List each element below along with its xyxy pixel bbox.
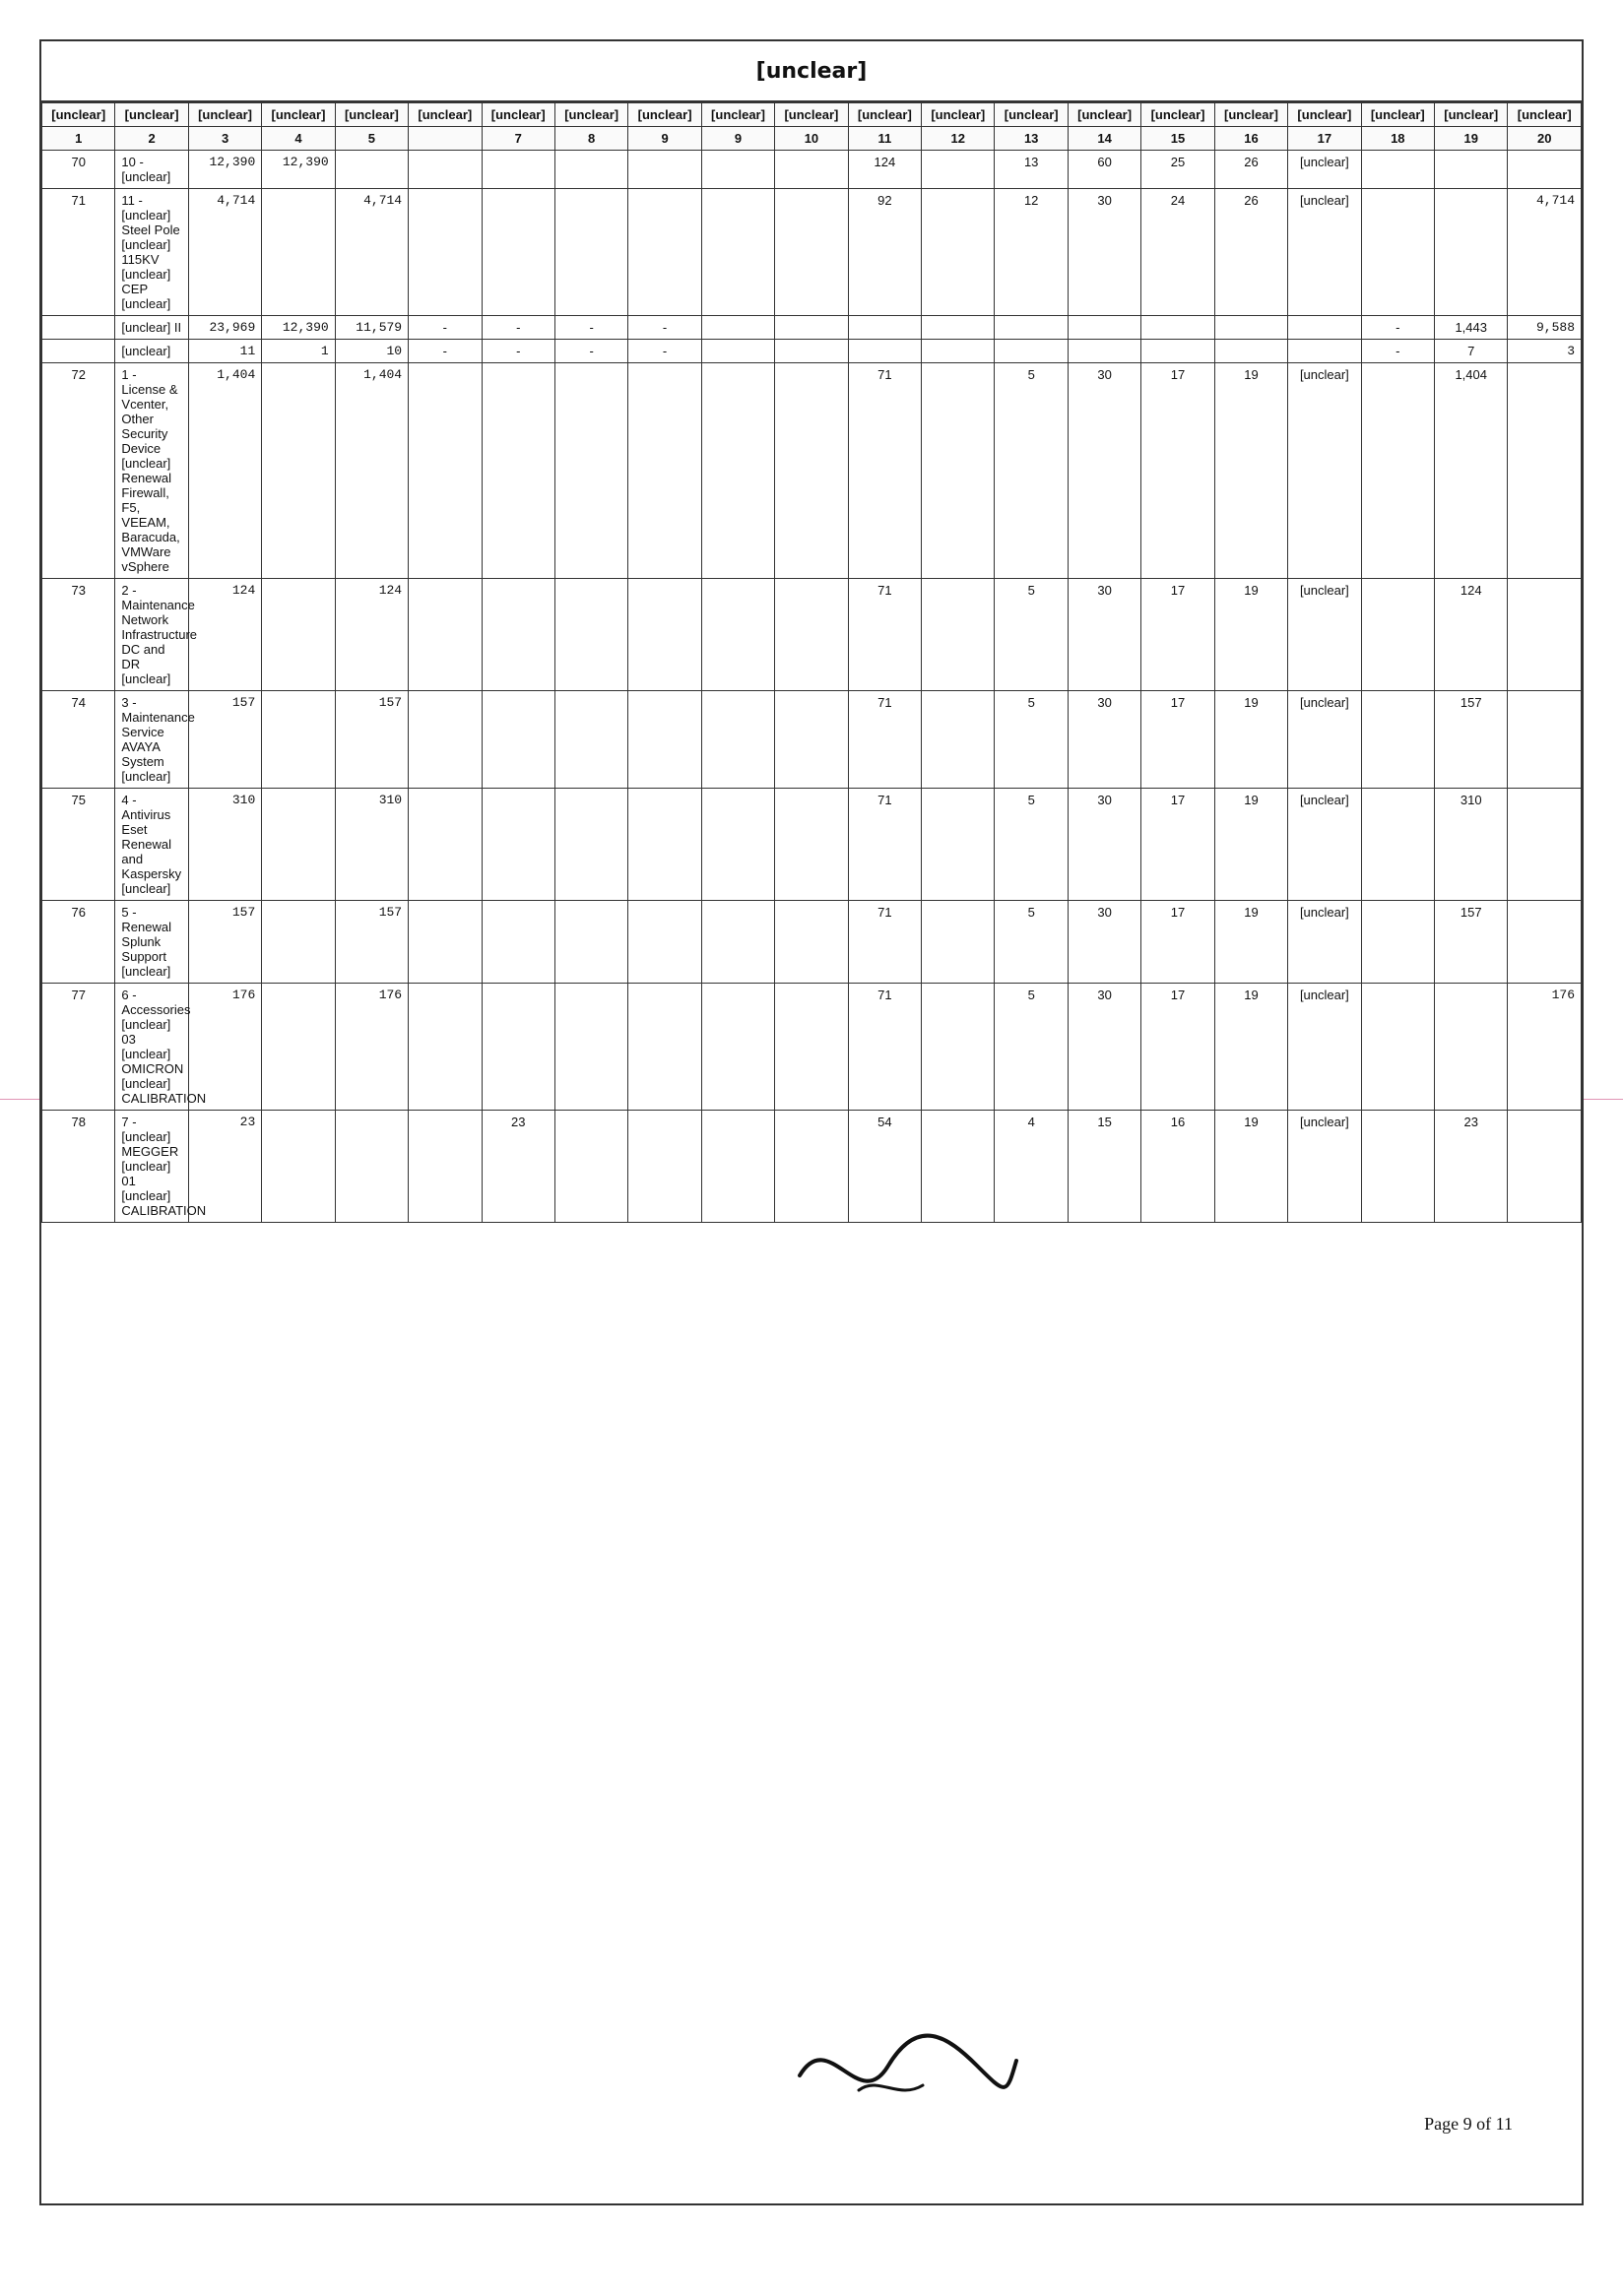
cell: [unclear] xyxy=(1288,789,1361,901)
cell: 6 - Accessories [unclear] 03 [unclear] OMICRON [unclear] CALIBRATION xyxy=(115,984,188,1111)
cell: 23,969 xyxy=(188,316,261,340)
cell: 176 xyxy=(335,984,408,1111)
cell: 157 xyxy=(1435,901,1508,984)
cell: 24 xyxy=(1141,189,1214,316)
cell: 5 xyxy=(995,691,1068,789)
cell: 124 xyxy=(848,151,921,189)
cell: 19 xyxy=(1214,691,1287,789)
cell xyxy=(922,789,995,901)
cell: 15 xyxy=(1068,1111,1140,1223)
cell: - xyxy=(628,340,701,363)
cell xyxy=(701,579,774,691)
col-3: [unclear] xyxy=(188,103,261,127)
cell: 26 xyxy=(1214,151,1287,189)
cell: 19 xyxy=(1214,984,1287,1111)
cell xyxy=(554,189,627,316)
cell: 30 xyxy=(1068,789,1140,901)
col-1: [unclear] xyxy=(42,103,115,127)
col-21: [unclear] xyxy=(1508,103,1582,127)
cell xyxy=(922,901,995,984)
cell xyxy=(775,363,848,579)
cell xyxy=(1435,189,1508,316)
cell: [unclear] xyxy=(1288,691,1361,789)
num-12: 11 xyxy=(848,127,921,151)
table-row xyxy=(42,151,1582,189)
cell: - xyxy=(482,340,554,363)
cell xyxy=(922,316,995,340)
cell xyxy=(482,189,554,316)
num-3: 3 xyxy=(188,127,261,151)
table-head xyxy=(42,103,1582,151)
cell xyxy=(482,984,554,1111)
num-17: 16 xyxy=(1214,127,1287,151)
cell xyxy=(262,579,335,691)
num-13: 12 xyxy=(922,127,995,151)
cell: 16 xyxy=(1141,1111,1214,1223)
cell xyxy=(922,363,995,579)
cell: 13 xyxy=(995,151,1068,189)
num-15: 14 xyxy=(1068,127,1140,151)
cell xyxy=(775,151,848,189)
col-18: [unclear] xyxy=(1288,103,1361,127)
cell: 4,714 xyxy=(335,189,408,316)
table-row xyxy=(42,691,1582,789)
col-14: [unclear] xyxy=(995,103,1068,127)
cell xyxy=(1508,151,1582,189)
cell xyxy=(775,340,848,363)
col-19: [unclear] xyxy=(1361,103,1434,127)
cell: [unclear] xyxy=(1288,189,1361,316)
cell xyxy=(1508,1111,1582,1223)
cell: 4,714 xyxy=(1508,189,1582,316)
table-row xyxy=(42,901,1582,984)
cell: 19 xyxy=(1214,789,1287,901)
num-16: 15 xyxy=(1141,127,1214,151)
cell xyxy=(409,151,482,189)
cell xyxy=(1361,789,1434,901)
cell xyxy=(922,579,995,691)
cell: 1,404 xyxy=(1435,363,1508,579)
cell xyxy=(1361,363,1434,579)
cell xyxy=(701,340,774,363)
cell: 310 xyxy=(1435,789,1508,901)
cell: 19 xyxy=(1214,363,1287,579)
cell: 30 xyxy=(1068,189,1140,316)
cell xyxy=(775,901,848,984)
cell: 1,443 xyxy=(1435,316,1508,340)
cell xyxy=(848,340,921,363)
cell: 5 xyxy=(995,789,1068,901)
col-16: [unclear] xyxy=(1141,103,1214,127)
cell xyxy=(628,901,701,984)
cell xyxy=(701,984,774,1111)
cell xyxy=(775,1111,848,1223)
cell: 17 xyxy=(1141,363,1214,579)
cell: 11 - [unclear] Steel Pole [unclear] 115KV [unclear] CEP [unclear] xyxy=(115,189,188,316)
cell: - xyxy=(628,316,701,340)
cell: - xyxy=(554,316,627,340)
cell: 4,714 xyxy=(188,189,261,316)
cell: - xyxy=(409,316,482,340)
cell xyxy=(554,1111,627,1223)
cell: 124 xyxy=(188,579,261,691)
table-row xyxy=(42,189,1582,316)
cell xyxy=(922,340,995,363)
cell xyxy=(554,151,627,189)
cell: 124 xyxy=(335,579,408,691)
num-10: 9 xyxy=(701,127,774,151)
col-11: [unclear] xyxy=(775,103,848,127)
table-row xyxy=(42,579,1582,691)
num-6 xyxy=(409,127,482,151)
col-5: [unclear] xyxy=(335,103,408,127)
cell xyxy=(1141,340,1214,363)
cell xyxy=(262,984,335,1111)
cell xyxy=(1288,340,1361,363)
cell: 60 xyxy=(1068,151,1140,189)
cell xyxy=(42,316,115,340)
cell: 19 xyxy=(1214,901,1287,984)
num-20: 19 xyxy=(1435,127,1508,151)
col-10: [unclear] xyxy=(701,103,774,127)
table-row xyxy=(42,1111,1582,1223)
table-row xyxy=(42,789,1582,901)
cell: 17 xyxy=(1141,579,1214,691)
cell xyxy=(922,691,995,789)
num-5: 5 xyxy=(335,127,408,151)
col-4: [unclear] xyxy=(262,103,335,127)
document-title: [unclear] xyxy=(41,41,1582,102)
cell xyxy=(262,1111,335,1223)
cell xyxy=(701,901,774,984)
cell xyxy=(262,901,335,984)
cell xyxy=(554,901,627,984)
cell: 71 xyxy=(848,579,921,691)
cell xyxy=(409,579,482,691)
cell: 23 xyxy=(1435,1111,1508,1223)
cell xyxy=(628,1111,701,1223)
cell: 19 xyxy=(1214,579,1287,691)
cell: 2 - Maintenance Network Infrastructure DC and DR [unclear] xyxy=(115,579,188,691)
cell: 75 xyxy=(42,789,115,901)
cell: 71 xyxy=(42,189,115,316)
col-9: [unclear] xyxy=(628,103,701,127)
cell xyxy=(409,363,482,579)
cell: 12,390 xyxy=(262,151,335,189)
cell: 4 xyxy=(995,1111,1068,1223)
table-row xyxy=(42,316,1582,340)
cell xyxy=(775,316,848,340)
cell: 1,404 xyxy=(188,363,261,579)
cell xyxy=(775,789,848,901)
cell xyxy=(775,189,848,316)
cell: 19 xyxy=(1214,1111,1287,1223)
cell xyxy=(922,151,995,189)
cell: 92 xyxy=(848,189,921,316)
cell xyxy=(335,1111,408,1223)
cell: 23 xyxy=(188,1111,261,1223)
cell xyxy=(922,1111,995,1223)
cell: 71 xyxy=(848,789,921,901)
cell: 70 xyxy=(42,151,115,189)
cell: 12,390 xyxy=(188,151,261,189)
cell: 73 xyxy=(42,579,115,691)
cell xyxy=(995,316,1068,340)
cell xyxy=(628,151,701,189)
cell: 74 xyxy=(42,691,115,789)
cell: 176 xyxy=(1508,984,1582,1111)
cell xyxy=(335,151,408,189)
num-21: 20 xyxy=(1508,127,1582,151)
cell xyxy=(1361,579,1434,691)
cell xyxy=(1361,901,1434,984)
cell xyxy=(922,189,995,316)
col-15: [unclear] xyxy=(1068,103,1140,127)
cell: 71 xyxy=(848,363,921,579)
cell: 11 xyxy=(188,340,261,363)
cell xyxy=(409,984,482,1111)
cell xyxy=(1361,691,1434,789)
cell: 7 xyxy=(1435,340,1508,363)
cell xyxy=(262,363,335,579)
num-18: 17 xyxy=(1288,127,1361,151)
cell: 1 xyxy=(262,340,335,363)
cell xyxy=(482,151,554,189)
cell: 10 - [unclear] xyxy=(115,151,188,189)
cell xyxy=(262,789,335,901)
cell xyxy=(554,691,627,789)
cell xyxy=(1508,363,1582,579)
cell xyxy=(554,579,627,691)
cell: 1 - License & Vcenter, Other Security Device [unclear] Renewal Firewall, F5, VEEAM, Baracuda, VMWare vSphere xyxy=(115,363,188,579)
cell xyxy=(409,189,482,316)
cell xyxy=(628,363,701,579)
cell xyxy=(1361,984,1434,1111)
num-4: 4 xyxy=(262,127,335,151)
cell: 71 xyxy=(848,901,921,984)
document-sheet xyxy=(39,39,1584,2205)
cell xyxy=(775,984,848,1111)
cell: 1,404 xyxy=(335,363,408,579)
cell: 78 xyxy=(42,1111,115,1223)
cell: 9,588 xyxy=(1508,316,1582,340)
cell: [unclear] xyxy=(1288,984,1361,1111)
cell xyxy=(262,691,335,789)
cell: 310 xyxy=(335,789,408,901)
col-17: [unclear] xyxy=(1214,103,1287,127)
num-1: 1 xyxy=(42,127,115,151)
cell: 10 xyxy=(335,340,408,363)
cell: 12,390 xyxy=(262,316,335,340)
cell: 5 xyxy=(995,579,1068,691)
cell xyxy=(554,789,627,901)
cell xyxy=(1508,579,1582,691)
cell: 17 xyxy=(1141,789,1214,901)
cell xyxy=(1068,340,1140,363)
cell xyxy=(995,340,1068,363)
col-6: [unclear] xyxy=(409,103,482,127)
num-14: 13 xyxy=(995,127,1068,151)
cell xyxy=(482,579,554,691)
cell xyxy=(482,901,554,984)
cell: 3 xyxy=(1508,340,1582,363)
cell: - xyxy=(1361,340,1434,363)
col-7: [unclear] xyxy=(482,103,554,127)
cell xyxy=(701,691,774,789)
table-row xyxy=(42,340,1582,363)
cell: 124 xyxy=(1435,579,1508,691)
num-11: 10 xyxy=(775,127,848,151)
cell xyxy=(628,579,701,691)
cell: 157 xyxy=(1435,691,1508,789)
cell: 17 xyxy=(1141,691,1214,789)
cell xyxy=(701,316,774,340)
cell: 30 xyxy=(1068,691,1140,789)
cell xyxy=(1435,984,1508,1111)
cell xyxy=(1361,189,1434,316)
table-body xyxy=(42,151,1582,1223)
cell: 77 xyxy=(42,984,115,1111)
cell: 71 xyxy=(848,984,921,1111)
numbers-row xyxy=(42,127,1582,151)
cell xyxy=(628,691,701,789)
cell: 30 xyxy=(1068,579,1140,691)
cell: 5 xyxy=(995,901,1068,984)
cell xyxy=(701,1111,774,1223)
cell xyxy=(42,340,115,363)
cell: - xyxy=(482,316,554,340)
cell: 5 xyxy=(995,363,1068,579)
cell: - xyxy=(1361,316,1434,340)
num-9: 9 xyxy=(628,127,701,151)
cell xyxy=(701,789,774,901)
cell: 5 xyxy=(995,984,1068,1111)
cell: [unclear] xyxy=(1288,901,1361,984)
col-13: [unclear] xyxy=(922,103,995,127)
cell: [unclear] xyxy=(1288,579,1361,691)
cell: 157 xyxy=(335,691,408,789)
cell xyxy=(701,363,774,579)
col-2: [unclear] xyxy=(115,103,188,127)
cell xyxy=(482,691,554,789)
cell: 17 xyxy=(1141,901,1214,984)
cell xyxy=(409,691,482,789)
cell xyxy=(1508,789,1582,901)
num-8: 8 xyxy=(554,127,627,151)
num-19: 18 xyxy=(1361,127,1434,151)
cell xyxy=(262,189,335,316)
cell: 23 xyxy=(482,1111,554,1223)
cell xyxy=(1508,901,1582,984)
col-8: [unclear] xyxy=(554,103,627,127)
cell: 4 - Antivirus Eset Renewal and Kaspersky [unclear] xyxy=(115,789,188,901)
table-row xyxy=(42,363,1582,579)
signature xyxy=(790,2007,1026,2125)
cell xyxy=(628,789,701,901)
cell: 71 xyxy=(848,691,921,789)
cell: 30 xyxy=(1068,901,1140,984)
cell xyxy=(1508,691,1582,789)
num-2: 2 xyxy=(115,127,188,151)
cell: 157 xyxy=(188,901,261,984)
cell: [unclear] xyxy=(1288,151,1361,189)
num-7: 7 xyxy=(482,127,554,151)
cell: 26 xyxy=(1214,189,1287,316)
cell: 157 xyxy=(335,901,408,984)
cell xyxy=(1141,316,1214,340)
cell: 30 xyxy=(1068,363,1140,579)
cell: 157 xyxy=(188,691,261,789)
cell: 310 xyxy=(188,789,261,901)
cell: 5 - Renewal Splunk Support [unclear] xyxy=(115,901,188,984)
procurement-table xyxy=(41,102,1582,1223)
col-20: [unclear] xyxy=(1435,103,1508,127)
cell xyxy=(409,901,482,984)
cell: - xyxy=(409,340,482,363)
cell xyxy=(848,316,921,340)
cell xyxy=(482,363,554,579)
cell xyxy=(554,984,627,1111)
cell xyxy=(1435,151,1508,189)
table-row xyxy=(42,984,1582,1111)
col-12: [unclear] xyxy=(848,103,921,127)
cell xyxy=(922,984,995,1111)
cell xyxy=(1068,316,1140,340)
cell: 54 xyxy=(848,1111,921,1223)
cell: 76 xyxy=(42,901,115,984)
cell xyxy=(1361,1111,1434,1223)
cell: 17 xyxy=(1141,984,1214,1111)
cell: 11,579 xyxy=(335,316,408,340)
page-number: Page 9 of 11 xyxy=(1424,2114,1513,2134)
cell xyxy=(1361,151,1434,189)
cell xyxy=(775,579,848,691)
cell: [unclear] xyxy=(115,340,188,363)
cell xyxy=(1214,316,1287,340)
cell: 25 xyxy=(1141,151,1214,189)
cell xyxy=(701,151,774,189)
cell: 176 xyxy=(188,984,261,1111)
cell xyxy=(554,363,627,579)
cell xyxy=(1214,340,1287,363)
cell: 12 xyxy=(995,189,1068,316)
cell: - xyxy=(554,340,627,363)
table-wrapper xyxy=(41,102,1582,2205)
cell xyxy=(628,984,701,1111)
cell xyxy=(775,691,848,789)
cell xyxy=(409,1111,482,1223)
cell xyxy=(701,189,774,316)
header-row xyxy=(42,103,1582,127)
cell xyxy=(1288,316,1361,340)
cell: [unclear] xyxy=(1288,363,1361,579)
cell: 7 - [unclear] MEGGER [unclear] 01 [unclear] CALIBRATION xyxy=(115,1111,188,1223)
cell xyxy=(482,789,554,901)
cell: [unclear] xyxy=(1288,1111,1361,1223)
cell xyxy=(409,789,482,901)
cell xyxy=(628,189,701,316)
cell: 30 xyxy=(1068,984,1140,1111)
cell: [unclear] II xyxy=(115,316,188,340)
cell: 72 xyxy=(42,363,115,579)
cell: 3 - Maintenance Service AVAYA System [unclear] xyxy=(115,691,188,789)
